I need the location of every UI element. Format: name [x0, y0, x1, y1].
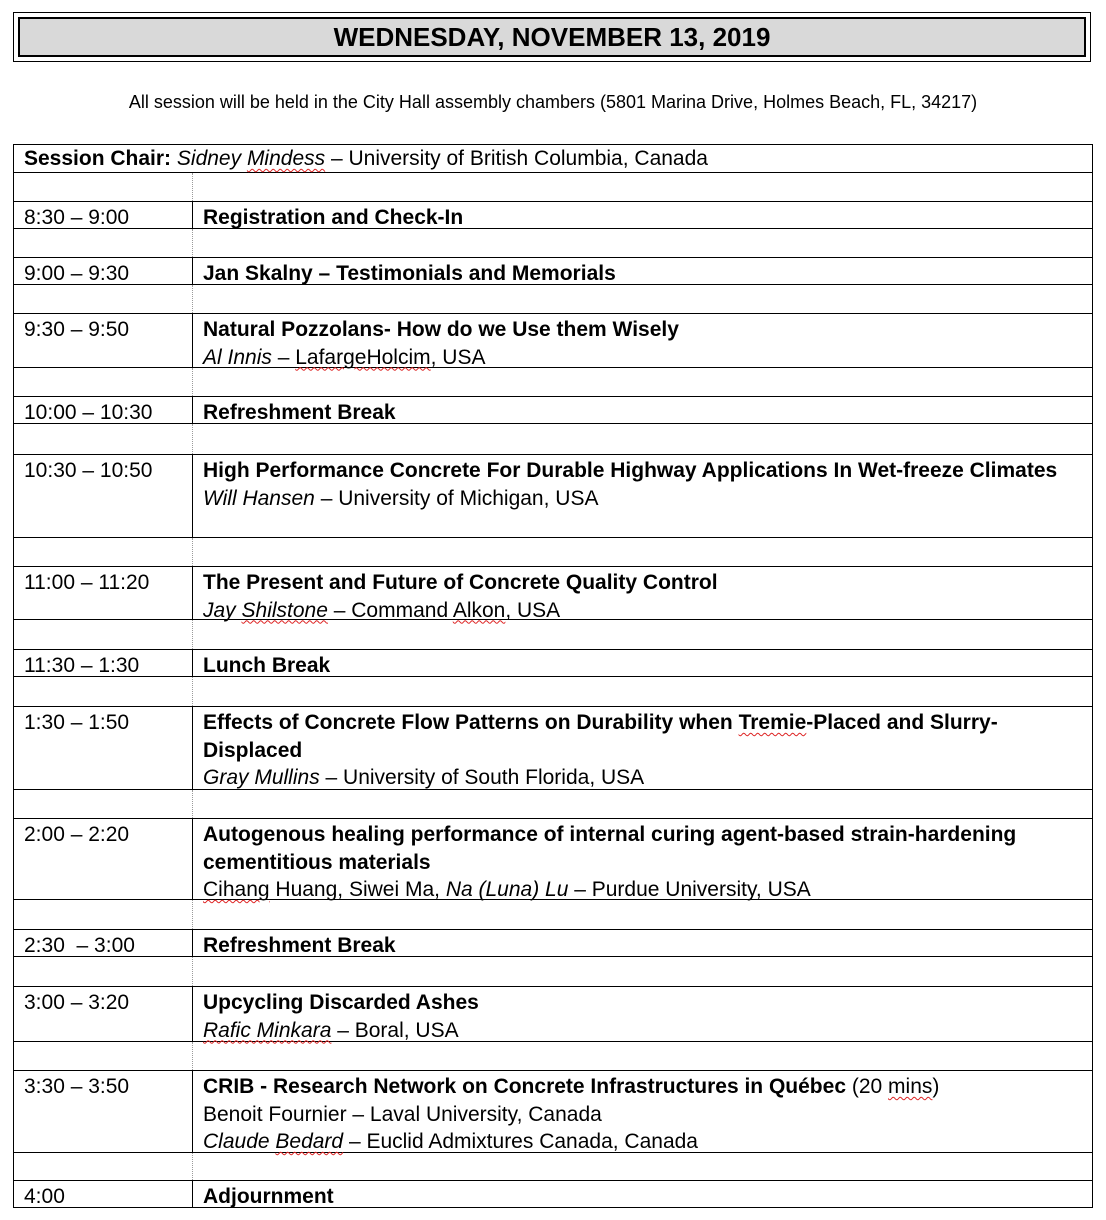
spacer-row: [13, 790, 1093, 818]
time-slot: 4:00: [24, 1185, 65, 1208]
speaker-name: Will Hansen: [203, 486, 315, 510]
speaker-org: – University of Michigan, USA: [314, 486, 599, 510]
speaker-name: Bedard: [275, 1130, 344, 1153]
org-country: , USA: [505, 598, 561, 622]
speaker-line: [203, 485, 1082, 513]
schedule-row: [13, 396, 1093, 424]
spacer-row: [13, 677, 1093, 706]
chair-affiliation: – University of British Columbia, Canada: [325, 147, 708, 170]
spacer-row: [13, 285, 1093, 313]
speaker-name: Na (Luna) Lu: [445, 878, 569, 901]
session-title: Lunch Break: [203, 654, 331, 677]
speaker-name: Gray Mullins: [203, 766, 320, 789]
speaker-org: – Euclid Admixtures Canada, Canada: [343, 1130, 698, 1153]
org-country: , USA: [430, 345, 486, 369]
time-slot: 1:30 – 1:50: [24, 711, 130, 734]
session-title: Refreshment Break: [203, 934, 396, 957]
spacer-row: [13, 1042, 1093, 1070]
title-frame: [13, 12, 1091, 62]
schedule-row: [13, 706, 1093, 790]
speaker-name: Al Innis: [203, 345, 272, 369]
time-slot: 3:30 – 3:50: [24, 1075, 130, 1098]
speaker-line: [203, 344, 1082, 372]
time-slot: 9:00 – 9:30: [24, 262, 130, 285]
schedule-row: [13, 649, 1093, 677]
schedule-row: [13, 201, 1093, 229]
time-slot: 11:00 – 11:20: [24, 571, 150, 594]
time-slot: 8:30 – 9:00: [24, 206, 130, 229]
schedule-row: [13, 986, 1093, 1042]
schedule-row: [13, 313, 1093, 368]
session-title: Adjournment: [203, 1185, 334, 1208]
page-title: WEDNESDAY, NOVEMBER 13, 2019: [18, 17, 1086, 57]
spacer-row: [13, 620, 1093, 649]
speaker-first: Jay: [203, 598, 242, 622]
speaker-org: – Purdue University, USA: [568, 878, 811, 901]
session-title: Effects of Concrete Flow Patterns on Durability when Tremie-Placed and Slurry-Displaced: [203, 711, 998, 762]
session-title: High Performance Concrete For Durable Highway Applications In Wet-freeze Climates: [203, 459, 1058, 482]
venue-note: All session will be held in the City Hall assembly chambers (5801 Marina Drive, Holmes Beach, FL, 34217): [128, 92, 978, 112]
speaker-first: Claude: [203, 1130, 276, 1153]
time-slot: 10:30 – 10:50: [24, 459, 153, 482]
schedule-row: [13, 454, 1093, 538]
schedule-row: [13, 257, 1093, 285]
spacer-row: [13, 538, 1093, 566]
time-slot: 10:00 – 10:30: [24, 401, 153, 424]
session-chair-label: Session Chair:: [24, 147, 172, 170]
spacer-row: [13, 173, 1093, 201]
schedule-row: [13, 818, 1093, 900]
spacer-row: [13, 957, 1093, 986]
speaker-org: – University of South Florida, USA: [319, 766, 645, 789]
speaker-org: LafargeHolcim: [295, 345, 431, 369]
speaker-line: [203, 1128, 1082, 1156]
schedule-row: [13, 1180, 1093, 1208]
org-pre: – Command: [327, 598, 453, 622]
session-title: Registration and Check-In: [203, 206, 464, 229]
spacer-row: [13, 1153, 1093, 1180]
session-title: CRIB - Research Network on Concrete Infrastructures in Québec (20 mins): [203, 1075, 940, 1098]
author-name: Cihang: [203, 878, 270, 901]
session-title: Autogenous healing performance of internal curing agent-based strain-hardening cementitious materials: [203, 823, 1017, 874]
time-slot: 11:30 – 1:30: [24, 654, 140, 677]
author-names: Huang, Siwei Ma,: [269, 878, 446, 901]
spacer-row: [13, 424, 1093, 454]
speaker-name: Shilstone: [241, 598, 328, 622]
chair-name-first: Sidney: [176, 147, 247, 170]
org-sep: –: [271, 345, 296, 369]
spacer-row: [13, 900, 1093, 929]
chair-name-last: Mindess: [246, 147, 326, 170]
time-slot: 2:00 – 2:20: [24, 823, 130, 846]
session-title: Jan Skalny – Testimonials and Memorials: [203, 262, 616, 285]
speaker-line: [203, 764, 1082, 792]
schedule-row: [13, 566, 1093, 620]
time-slot: 9:30 – 9:50: [24, 318, 130, 341]
session-title: Refreshment Break: [203, 401, 396, 424]
schedule-row: [13, 1070, 1093, 1153]
schedule-row: [13, 929, 1093, 957]
session-title: Upcycling Discarded Ashes: [203, 991, 479, 1014]
speaker-line: Benoit Fournier – Laval University, Canada: [203, 1102, 602, 1126]
session-chair-row: [13, 144, 1093, 173]
spacer-row: [13, 368, 1093, 396]
session-title: The Present and Future of Concrete Quality Control: [203, 571, 718, 594]
time-slot: 2:30 – 3:00: [24, 934, 135, 957]
speaker-line: [203, 1017, 1082, 1045]
session-title: Natural Pozzolans- How do we Use them Wisely: [203, 318, 679, 341]
speaker-org: – Boral, USA: [331, 1018, 459, 1042]
speaker-name: Rafic Minkara: [203, 1018, 332, 1042]
speaker-org: Alkon: [452, 598, 506, 622]
spacer-row: [13, 229, 1093, 257]
time-slot: 3:00 – 3:20: [24, 991, 130, 1014]
